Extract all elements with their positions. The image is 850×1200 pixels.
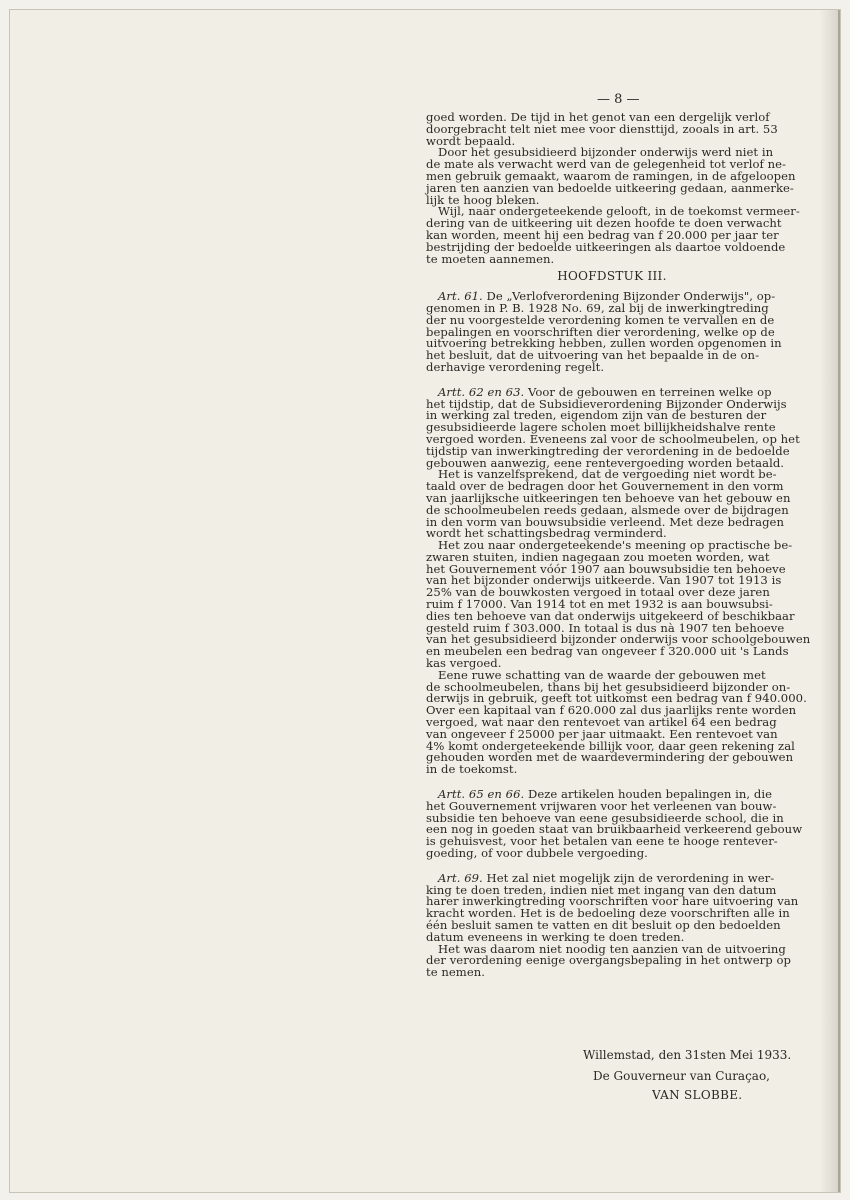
text-line: te nemen.: [426, 965, 485, 980]
signature-name: VAN SLOBBE.: [652, 1088, 743, 1102]
article-61: [426, 291, 798, 374]
article-label: Artt. 62 en 63.: [438, 384, 525, 399]
text-line: lijk te hoog bleken.: [426, 192, 540, 207]
signature-place-date: Willemstad, den 31sten Mei 1933.: [583, 1048, 792, 1062]
intro-paragraph: [426, 112, 798, 147]
text-line: Door het gesubsidieerd bijzonder onderwijs werd niet in: [438, 145, 774, 160]
text-line: Het is vanzelfsprekend, dat de vergoeding niet wordt be-: [438, 467, 777, 482]
text-line: Het was daarom niet noodig ten aanzien van de uitvoering: [438, 941, 786, 956]
text-line: gehouden worden met de waardevermindering der gebouwen: [426, 750, 794, 765]
text-line: datum eveneens in werking te doen treden.: [426, 929, 685, 944]
text-line: in de toekomst.: [426, 762, 518, 777]
text-line: kas vergoed.: [426, 656, 502, 671]
paragraph-subsidized-education: [426, 147, 798, 206]
text-line: goeding, of voor dubbele vergoeding.: [426, 846, 648, 861]
text-line: vergoed, wat naar den rentevoet van artikel 64 een bedrag: [426, 715, 777, 730]
text-line: der nu voorgestelde verordening komen te vervallen en de: [426, 312, 775, 327]
signature-title: De Gouverneur van Curaçao,: [593, 1069, 770, 1083]
chapter-heading: HOOFDSTUK III.: [557, 269, 667, 284]
document-body: [426, 110, 811, 980]
text-line: taald over de bedragen door het Gouvernement in den vorm: [426, 479, 784, 494]
articles-65-66: [426, 787, 803, 861]
text-line: bepalingen en voorschriften dier verordening, welke op de: [426, 324, 775, 339]
text-line: van het bijzonder onderwijs uitkeerde. Van 1907 tot 1913 is: [426, 573, 782, 588]
text-line: is gehuisvest, voor het betalen van eene te hooge rentever-: [426, 834, 778, 849]
text-line: in den vorm van bouwsubsidie verleend. Met deze bedragen: [426, 514, 784, 529]
text-line: tijdstip van inwerkingtreding der verordening in de bedoelde: [426, 443, 790, 458]
article-label: Art. 69.: [438, 870, 483, 885]
text-line: Over een kapitaal van f 620.000 zal dus jaarlijks rente worden: [426, 703, 797, 718]
text-line: genomen in P. B. 1928 No. 69, zal bij de inwerkingtreding: [426, 300, 769, 315]
text-line: het Gouvernement vrijwaren voor het verleenen van bouw-: [426, 798, 777, 813]
text-line: Wijl, naar ondergeteekende gelooft, in de toekomst vermeer-: [438, 204, 800, 219]
text-line: dies ten behoeve van dat onderwijs uitgekeerd of beschikbaar: [426, 608, 795, 623]
text-line: wordt het schattingsbedrag verminderd.: [426, 526, 667, 541]
article-label: Artt. 65 en 66.: [438, 787, 525, 802]
text-line: een nog in goeden staat van bruikbaarheid verkeerend gebouw: [426, 822, 803, 837]
page-number: — 8 —: [597, 92, 640, 107]
text-line: der verordening eenige overgangsbepaling in het ontwerp op: [426, 953, 791, 968]
text-line: derhavige verordening regelt.: [426, 359, 605, 374]
text-line: uitvoering betrekking hebben, zullen worden opgenomen in: [426, 336, 782, 351]
text-line: kan worden, meent hij een bedrag van f 20.000 per jaar ter: [426, 227, 779, 242]
text-line: subsidie ten behoeve van eene gesubsidieerde school, die in: [426, 810, 784, 825]
text-line: king te doen treden, indien niet met ingang van den datum: [426, 882, 777, 897]
text-line: dering van de uitkeering uit dezen hoofde te doen verwacht: [426, 216, 782, 231]
text-line: goed worden. De tijd in het genot van een dergelijk verlof: [426, 110, 770, 124]
article-text: Deze artikelen houden bepalingen in, die: [524, 787, 773, 802]
text-line: 25% van de bouwkosten vergoed in totaal over deze jaren: [426, 585, 770, 600]
article-text: Voor de gebouwen en terreinen welke op: [524, 384, 772, 399]
text-line: gesteld ruim f 303.000. In totaal is dus nà 1907 ten behoeve: [426, 620, 785, 635]
text-line: van het gesubsidieerd bijzonder onderwijs voor schoolgebouwen: [426, 632, 811, 647]
text-line: ruim f 17000. Van 1914 tot en met 1932 is aan bouwsubsi-: [426, 597, 773, 612]
text-line: jaren ten aanzien van bedoelde uitkeering gedaan, aanmerke-: [426, 180, 794, 195]
text-line: van ongeveer f 25000 per jaar uitmaakt. Een rentevoet van: [426, 726, 778, 741]
articles-62-63: [426, 384, 811, 777]
text-line: te moeten aannemen.: [426, 251, 555, 266]
text-line: zwaren stuiten, indien nagegaan zou moeten worden, wat: [426, 549, 770, 564]
text-line: de mate als verwacht werd van de gelegenheid tot verlof ne-: [426, 157, 786, 172]
article-label: Art. 61.: [438, 289, 483, 304]
text-line: men gebruik gemaakt, waarom de ramingen, in de afgeloopen: [426, 168, 796, 183]
text-line: het tijdstip, dat de Subsidieverordening Bijzonder Onderwijs: [426, 396, 787, 411]
text-line: derwijs in gebruik, geeft tot uitkomst een bedrag van f 940.000.: [426, 691, 807, 706]
text-line: Het zou naar ondergeteekende's meening op practische be-: [438, 538, 793, 553]
paragraph-allowance-estimate: [426, 206, 798, 265]
text-line: het besluit, dat de uitvoering van het bepaalde in de on-: [426, 348, 760, 363]
text-line: de schoolmeubelen reeds gedaan, alsmede over de bijdragen: [426, 502, 789, 517]
text-line: gesubsidieerde lagere scholen moet billijkheidshalve rente: [426, 420, 776, 435]
text-line: van jaarlijksche uitkeeringen ten behoeve van het gebouw en: [426, 490, 791, 505]
text-line: één besluit samen te vatten en dit besluit op den bedoelden: [426, 918, 781, 932]
text-line: het Gouvernement vóór 1907 aan bouwsubsidie ten behoeve: [426, 561, 786, 576]
article-text: De „Verlofverordening Bijzonder Onderwijs", op-: [482, 289, 776, 304]
text-line: kracht worden. Het is de bedoeling deze voorschriften alle in: [426, 906, 790, 921]
text-line: harer inwerkingtreding voorschriften voor hare uitvoering van: [426, 894, 799, 909]
text-line: wordt bepaald.: [426, 133, 516, 148]
article-69: [426, 870, 799, 980]
text-line: doorgebracht telt niet mee voor diensttijd, zooals in art. 53: [426, 121, 778, 136]
article-text: Het zal niet mogelijk zijn de verordening in wer-: [482, 870, 775, 885]
text-line: 4% komt ondergeteekende billijk voor, daar geen rekening zal: [426, 738, 795, 753]
text-line: in werking zal treden, eigendom zijn van de besturen der: [426, 408, 767, 423]
text-line: gebouwen aanwezig, eene rentevergoeding worden betaald.: [426, 455, 785, 470]
text-line: bestrijding der bedoelde uitkeeringen als daartoe voldoende: [426, 239, 786, 254]
text-line: en meubelen een bedrag van ongeveer f 320.000 uit 's Lands: [426, 644, 789, 659]
text-line: Eene ruwe schatting van de waarde der gebouwen met: [438, 667, 766, 682]
text-line: de schoolmeubelen, thans bij het gesubsidieerd bijzonder on-: [426, 679, 791, 694]
text-line: vergoed worden. Eveneens zal voor de schoolmeubelen, op het: [426, 431, 800, 446]
